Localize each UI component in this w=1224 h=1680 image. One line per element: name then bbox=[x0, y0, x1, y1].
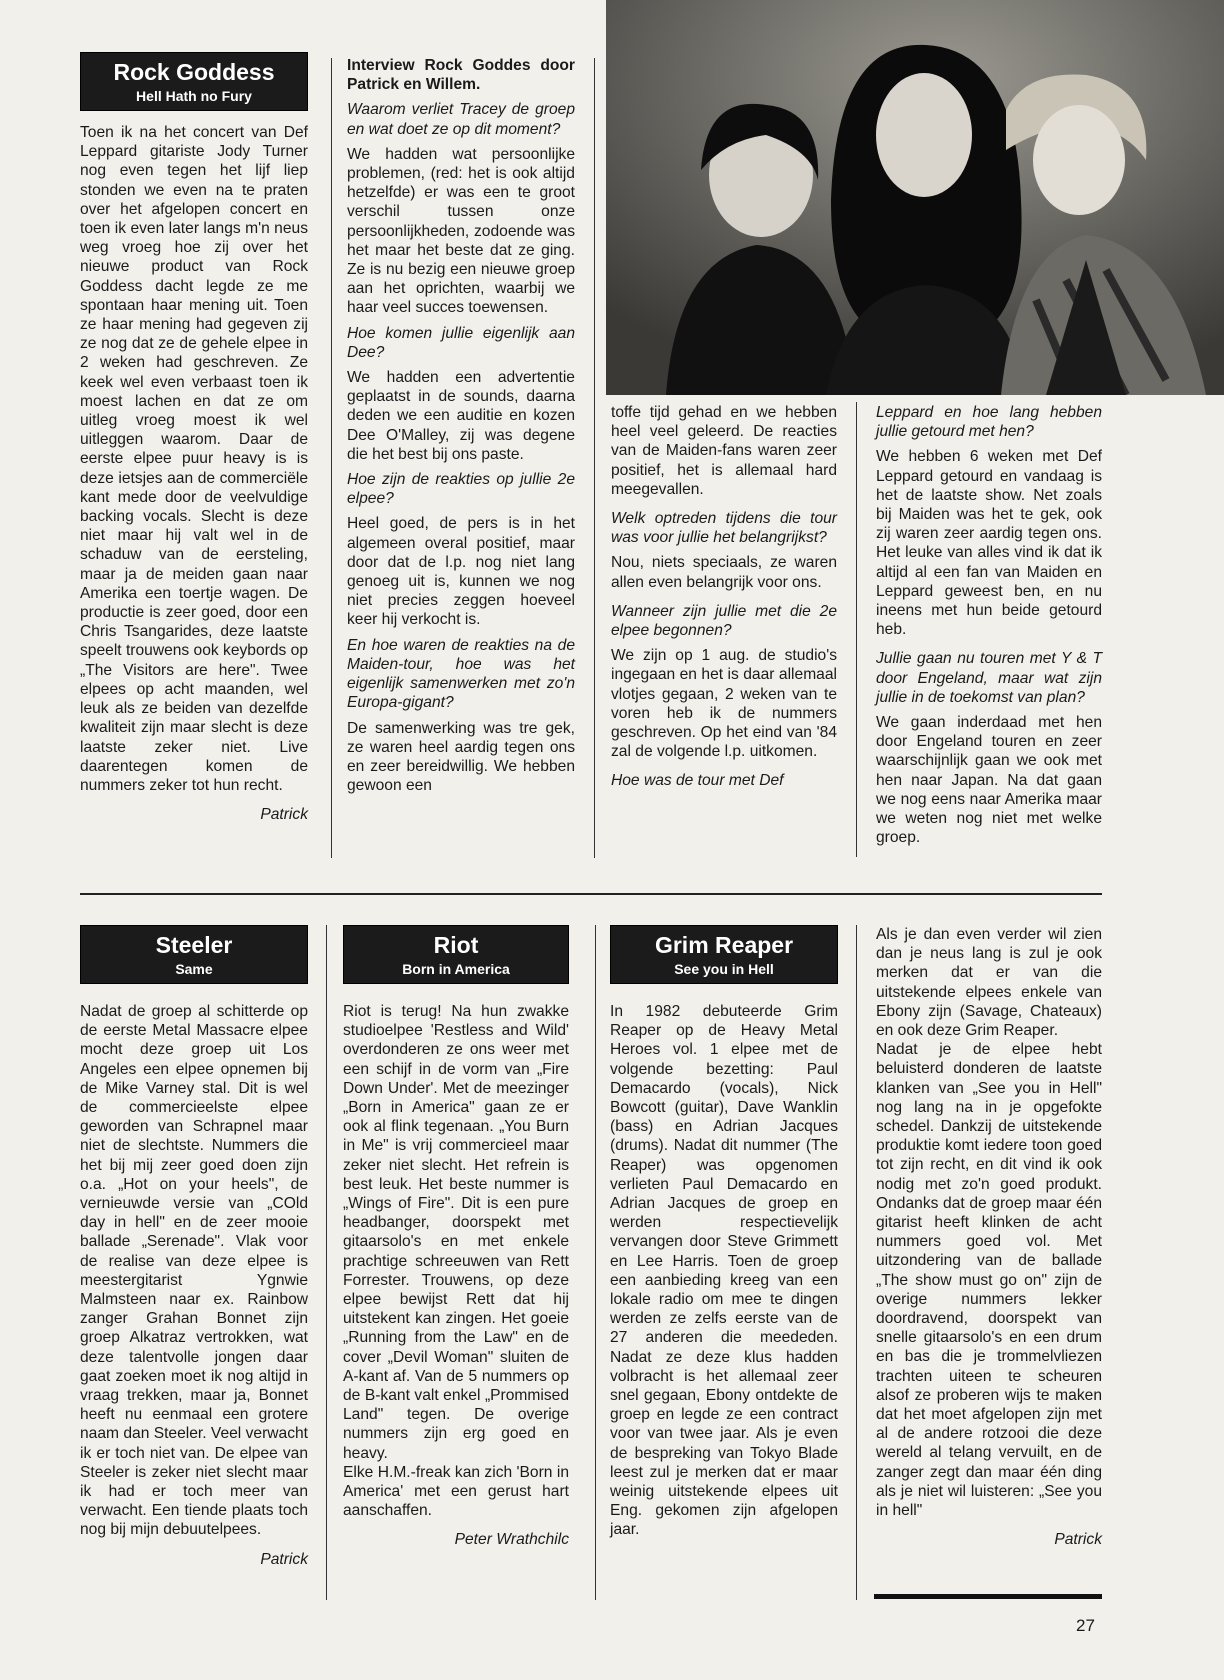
interview-heading: Interview Rock Goddes door Patrick en Willem. bbox=[347, 57, 575, 94]
riot-title: Riot bbox=[433, 932, 479, 958]
interview-paragraph: We zijn op 1 aug. de studio's ingegaan en het is daar allemaal vlotjes gegaan, 2 weken van te voren heb ik de nummers geschreven. Op het eind van '84 zal de volgende l.p. uitkomen. bbox=[611, 647, 837, 761]
rockgoddess-subtitle: Hell Hath no Fury bbox=[136, 88, 252, 104]
interview-paragraph: Heel goed, de pers is in het algemeen overal positief, maar door dat de l.p. nog niet lang genoeg uit is, kunnen we nog niet precies zeggen hoeveel keer hij verkocht is. bbox=[347, 515, 575, 629]
interview-column-1 bbox=[347, 56, 575, 801]
column-rule bbox=[856, 402, 857, 857]
rockgoddess-title: Rock Goddess bbox=[113, 59, 275, 85]
interview-paragraph: We hadden wat persoonlijke problemen, (red: het is ook altijd hetzelfde) er was een te groot verschil tussen onze persoonlijkheden, zodoende was het maar het beste dat ze ging. Ze is nu bezig een nieuwe groep aan het oprichten, waarbij we haar veel succes toewensen. bbox=[347, 145, 575, 317]
rockgoddess-title-box bbox=[80, 52, 308, 111]
steeler-column bbox=[80, 925, 308, 1569]
band-photo bbox=[606, 0, 1224, 395]
column-rule bbox=[595, 925, 596, 1600]
steeler-title: Steeler bbox=[155, 932, 233, 958]
riot-body: Riot is terug! Na hun zwakke studioelpee 'Restless and Wild' overdonderen ze ons weer met een schijf in de vorm van „Fire Down Under'. Met de meezinger „Born in America" gaan ze er ook al flink tegenaan. „You Burn in Me" is vrij commercieel maar zeker niet slecht. Het refrein is best leuk. Het beste nummer is „Wings of Fire". Dit is een pure headbanger, doorspekt met gitaarsolo's en met enkele prachtige schreeuwen van Rett Forrester. Trouwens, op deze elpee bewijst Rett dat hij uitstekent kan zingen. Het goeie „Running from the Law" en de cover „Devil Woman" sluiten de A-kant af. Van de 5 nummers op de B-kant valt enkel „Prommised Land" tegen. De overige nummers zijn erg goed en heavy. bbox=[343, 1003, 569, 1462]
riot-title-box bbox=[343, 925, 569, 984]
interview-paragraph: We hebben 6 weken met Def Leppard getourd en vandaag is het de laatste show. Net zoals bij Maiden was het te gek, ook zij waren zeer aardig tegen ons. Het leuke van alles vind ik dat ik altijd al een fan van Maiden en Leppard geweest ben, en nu ineens met hun beide getourd heb. bbox=[876, 448, 1102, 639]
interview-paragraph: En hoe waren de reakties na de Maiden-tour, hoe was het eigenlijk samenwerken met zo'n Europa-gigant? bbox=[347, 636, 575, 712]
interview-paragraph: Nou, niets speciaals, ze waren allen even belangrijk voor ons. bbox=[611, 554, 837, 591]
grimreaper-subtitle: See you in Hell bbox=[674, 961, 774, 977]
steeler-signature: Patrick bbox=[260, 1550, 308, 1568]
grimreaper-signature: Patrick bbox=[1054, 1531, 1102, 1549]
grimreaper-column-2 bbox=[876, 925, 1102, 1550]
column-rule bbox=[856, 925, 857, 1600]
interview-paragraph: Leppard en hoe lang hebben jullie getourd met hen? bbox=[876, 404, 1102, 441]
grimreaper-title: Grim Reaper bbox=[654, 932, 794, 958]
steeler-title-box bbox=[80, 925, 308, 984]
rockgoddess-column bbox=[80, 52, 308, 824]
interview-paragraph: De samenwerking was tre gek, ze waren heel aardig tegen ons en zeer bereidwillig. We hebben gewoon een bbox=[347, 719, 575, 795]
interview-paragraph: Jullie gaan nu touren met Y & T door Engeland, maar wat zijn jullie in de toekomst van plan? bbox=[876, 650, 1102, 706]
riot-signature: Peter Wrathchilc bbox=[454, 1531, 569, 1549]
interview-column-2 bbox=[611, 403, 837, 797]
column-rule bbox=[326, 925, 327, 1600]
column-rule bbox=[594, 58, 595, 858]
interview-paragraph: Welk optreden tijdens die tour was voor jullie het belangrijkst? bbox=[611, 510, 837, 547]
riot-body-closing: Elke H.M.-freak kan zich 'Born in America' met een gerust hart aanschaffen. bbox=[343, 1463, 569, 1520]
page-number: 27 bbox=[1076, 1616, 1095, 1635]
steeler-body: Nadat de groep al schitterde op de eerste Metal Massacre elpee mocht deze groep uit Los Angeles een elpee opnemen bij de Mike Varney stal. Dit is wel de commercieelste elpee geworden van Schrapnel maar niet de slechtste. Nummers die het bij mij zeer goed doen zijn o.a. „Hot on your heels", de vernieuwde versie van „COld day in hell" en de zeer mooie ballade „Serenade". Vlak voor de realise van deze elpee is meestergitarist Ygnwie Malmsteen naar ex. Rainbow zanger Grahan Bonnet zijn groep Alkatraz vertrokken, wat deze talentvolle jongen daar gaat zoeken moet ik nog altijd in vraag trekken, maar ja, Bonnet heeft nu eenmaal een grotere naam dan Steeler. Veel verwacht ik er toch niet van. De elpee van Steeler is zeker niet slecht maar ik had er toch meer van verwacht. Een tiende plaats toch nog bij mijn debuutelpees. bbox=[80, 1003, 308, 1539]
interview-paragraph: Hoe was de tour met Def bbox=[611, 772, 784, 790]
interview-paragraph: Waarom verliet Tracey de groep en wat doet ze op dit moment? bbox=[347, 101, 575, 138]
interview-paragraph: We gaan inderdaad met hen door Engeland touren en zeer waarschijnlijk gaan we ook met hen naar Japan. Na dat gaan we nog eens naar Amerika maar we weten nog niet met welke groep. bbox=[876, 714, 1102, 847]
grimreaper-title-box bbox=[610, 925, 838, 984]
end-rule bbox=[874, 1594, 1102, 1599]
grimreaper-body-2a: Als je dan even verder wil zien dan je neus lang is zul je ook merken dat er van die uitstekende elpees enkele van Ebony zijn (Savage, Chateaux) en ook deze Grim Reaper. bbox=[876, 926, 1102, 1040]
interview-paragraph: Hoe komen jullie eigenlijk aan Dee? bbox=[347, 324, 575, 361]
steeler-subtitle: Same bbox=[175, 961, 213, 977]
interview-paragraph: Hoe zijn de reakties op jullie 2e elpee? bbox=[347, 471, 575, 508]
grimreaper-column bbox=[610, 925, 838, 1546]
interview-column-3 bbox=[876, 403, 1102, 853]
grimreaper-body: In 1982 debuteerde Grim Reaper op de Heavy Metal Heroes vol. 1 elpee met de volgende bezetting: Paul Demacardo (vocals), Nick Bowcott (guitar), Dave Wanklin (bass) en Adrian Jacques (drums). Nadat dit nummer (The Reaper) was opgenomen verlieten Paul Demacardo en Adrian Jacques de groep en werden respectievelijk vervangen door Steve Grimmett en Lee Harris. Toen de groep een aanbieding kreeg van een lokale radio om mee te dingen werden ze zelfs eerste van de 27 anderen die meededen. Nadat ze deze klus hadden volbracht is het allemaal zeer snel gegaan, Ebony ontdekte de groep en legde ze een contract voor van twee jaar. Als je even de bespreking van Tokyo Blade leest zul je merken dat er maar weinig uitstekende elpees uit Eng. gekomen zijn afgelopen jaar. bbox=[610, 1003, 838, 1539]
column-rule bbox=[331, 58, 332, 858]
section-divider bbox=[80, 893, 1102, 895]
interview-paragraph: Wanneer zijn jullie met die 2e elpee begonnen? bbox=[611, 602, 837, 640]
grimreaper-body-2b: Nadat je de elpee hebt beluisterd donderen de laatste klanken van „See you in Hell" nog lang na in je opgefokte schedel. Dankzij de uitstekende produktie komt iedere toon goed tot zijn recht, en dit vind ik ook nodig met zo'n goed produkt. Ondanks dat de groep maar één gitarist heeft klinken de acht nummers goed vol. Met uitzondering van de ballade „The show must go on" zijn de overige nummers lekker doordravend, doorspekt van snelle gitaarsolo's en een drum en bas die je trommelvliezen trachten uiteen te scheuren alsof ze proberen wijs te maken dat het moet afgelopen zijn met al de andere rotzooi die deze wereld al telang vervuilt, en de zanger zegt dan maar één ding als je niet wil luisteren: „See you in hell" bbox=[876, 1041, 1102, 1520]
riot-column bbox=[343, 925, 569, 1550]
riot-subtitle: Born in America bbox=[402, 961, 510, 977]
rockgoddess-body: Toen ik na het concert van Def Leppard gitariste Jody Turner nog even tegen het lijf liep stonden we even na te praten over het afgelopen concert en toen ik even later langs m'n neus weg vroeg hoe zij over het nieuwe product van Rock Goddess dacht legde ze me spontaan haar mening uit. Toen ze haar mening had gegeven zij ze nog dat ze de gehele elpee in 2 weken had geschreven. Ze keek wel even verbaast toen ik moest lachen en dat ze om uitleg vroeg moest ik wel uitleggen waarom. Daar de eerste elpee puur heavy is is deze ietsjes aan de commerciële kant mede door de veelvuldige backing vocals. Slecht is deze niet maar hij valt wel in de schaduw van de eersteling, maar ja de meiden gaan naar Amerika een toertje wagen. De productie is zeer goed, door een Chris Tsangarides, deze laatste speelt trouwens ook keybords op „The Visitors are here". Twee elpees op acht maanden, wel leuk als ze beiden van dezelfde kwaliteit zijn maar slecht is deze laatste zeker niet. Live daarentegen komen de nummers zeker tot hun recht. bbox=[80, 124, 308, 794]
interview-paragraph: toffe tijd gehad en we hebben heel veel geleerd. De reacties van de Maiden-fans waren zeer positief, het is allemaal hard meegevallen. bbox=[611, 404, 837, 498]
rockgoddess-signature: Patrick bbox=[260, 806, 308, 824]
band-photo-image bbox=[606, 0, 1224, 395]
interview-paragraph: We hadden een advertentie geplaatst in de sounds, daarna deden we een auditie en kozen Dee O'Malley, zij was degene die het best bij ons paste. bbox=[347, 369, 575, 463]
